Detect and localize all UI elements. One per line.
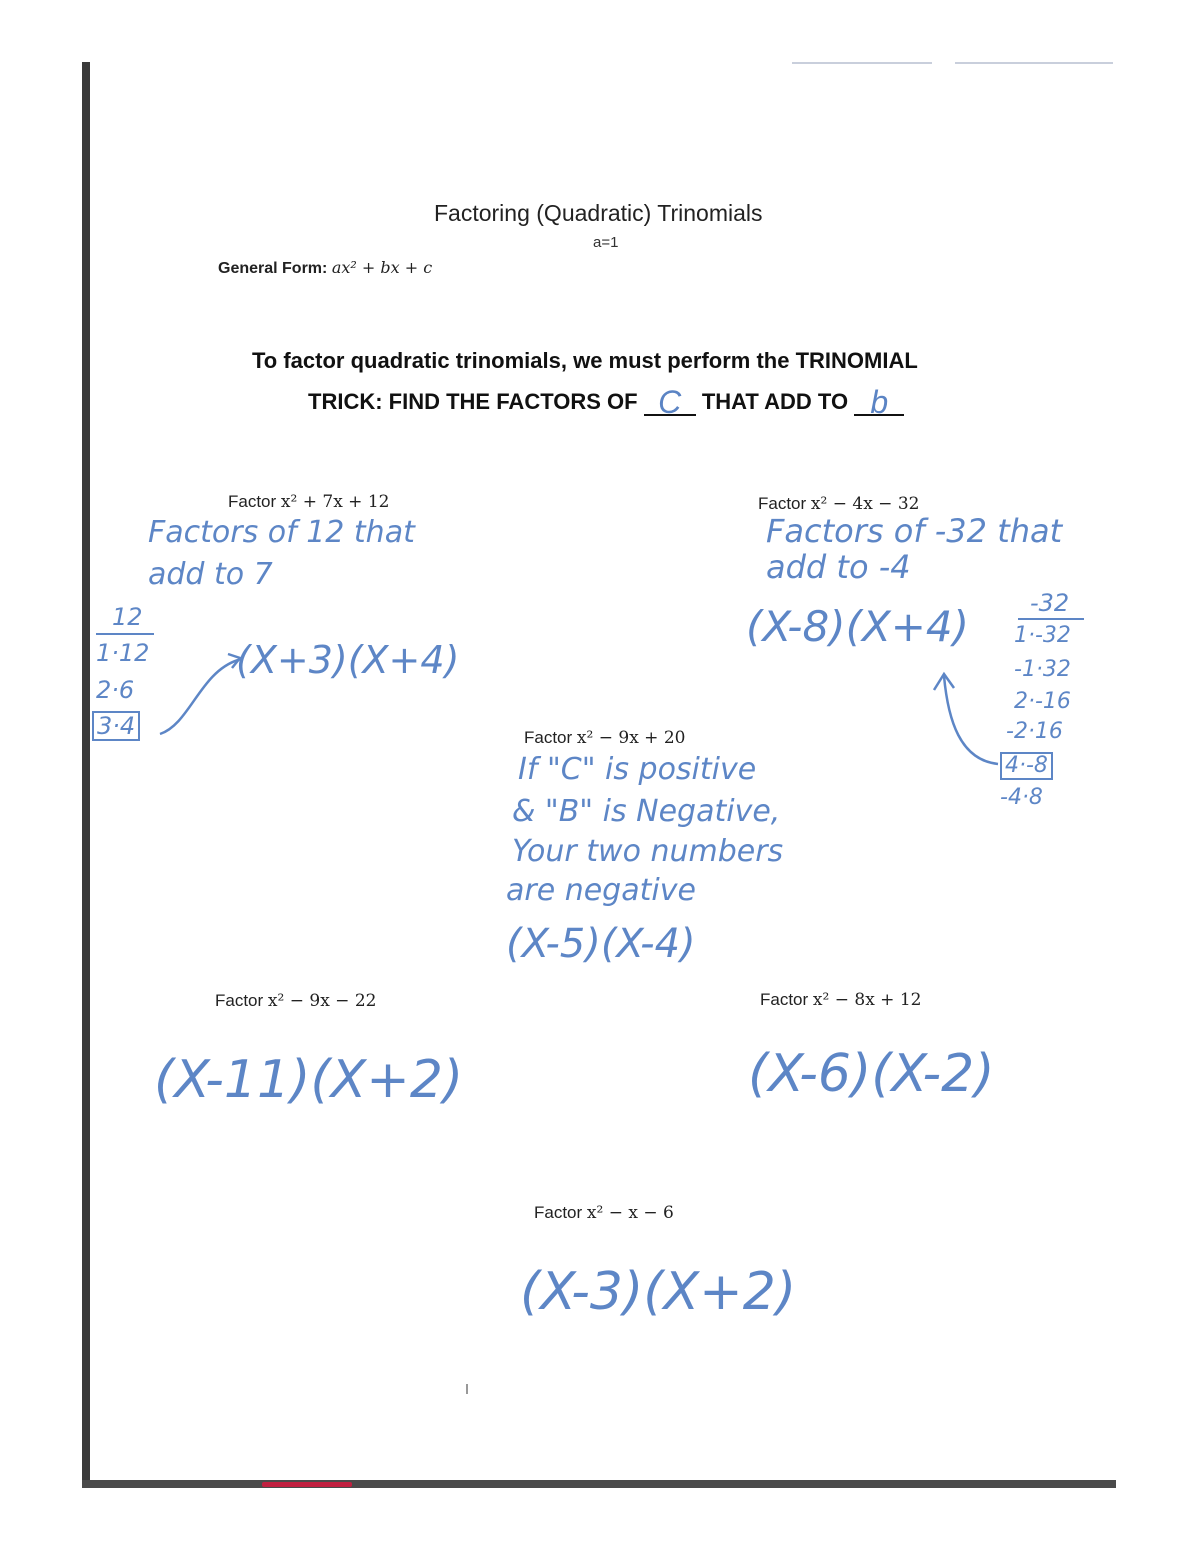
p1-answer: (X+3)(X+4) <box>236 638 460 682</box>
p3-note-line: are negative <box>506 873 696 908</box>
p2-factor: -4·8 <box>1000 785 1043 810</box>
general-form-label: General Form: <box>218 260 328 277</box>
p6-answer: (X-3)(X+2) <box>520 1262 797 1322</box>
p2-factor: -2·16 <box>1006 719 1063 744</box>
problem-expression: x² − 4x − 32 <box>810 494 920 514</box>
p3-answer: (X-5)(X-4) <box>506 921 696 967</box>
problem-label: Factor <box>534 1203 583 1222</box>
problem-label: Factor <box>228 492 277 511</box>
p3-note-line: If "C" is positive <box>518 752 757 787</box>
p1-factor-selected: 3·4 <box>92 711 140 741</box>
p3-note-line: Your two numbers <box>512 834 784 869</box>
general-form-expression: ax² + bx + c <box>331 258 433 277</box>
p1-note-line-1: Factors of 12 that <box>148 515 415 550</box>
problem-label: Factor <box>215 991 264 1010</box>
p2-factor: -1·32 <box>1014 657 1071 682</box>
p2-note-line-2: add to -4 <box>766 548 911 586</box>
p2-factor-header: -32 <box>1030 589 1070 617</box>
p1-note-line-2: add to 7 <box>148 557 273 592</box>
p4-answer: (X-11)(X+2) <box>154 1050 464 1110</box>
problem-label: Factor <box>758 494 807 513</box>
rule-blank-b-answer: b <box>870 384 889 420</box>
page-title: Factoring (Quadratic) Trinomials <box>434 200 763 226</box>
p2-arrow <box>944 676 998 764</box>
p1-factor-header: 12 <box>112 603 143 631</box>
p1-factor: 2·6 <box>96 676 135 704</box>
p1-arrow <box>160 660 238 734</box>
rule-blank-c-answer: C <box>658 384 682 420</box>
p2-note-line-1: Factors of -32 that <box>766 512 1063 550</box>
p3-note-line: & "B" is Negative, <box>512 794 781 829</box>
problem-expression: x² − x − 6 <box>586 1203 674 1223</box>
rule-text-a: TRICK: FIND THE FACTORS OF <box>308 389 638 414</box>
problem-expression: x² − 9x + 20 <box>576 728 686 748</box>
problem-expression: x² − 8x + 12 <box>812 990 922 1010</box>
p5-answer: (X-6)(X-2) <box>748 1044 995 1104</box>
rule-text-b: THAT ADD TO <box>701 389 849 414</box>
problem-expression: x² + 7x + 12 <box>280 492 390 512</box>
p1-factor: 1·12 <box>96 639 150 667</box>
rule-line-1: To factor quadratic trinomials, we must perform the TRINOMIAL <box>252 348 918 373</box>
problem-label: Factor <box>524 728 573 747</box>
p2-factor: 2·-16 <box>1014 689 1071 714</box>
problem-expression: x² − 9x − 22 <box>267 991 377 1011</box>
page-subtitle: a=1 <box>593 234 619 251</box>
p2-factor: 1·-32 <box>1014 623 1071 648</box>
p2-answer: (X-8)(X+4) <box>746 602 970 651</box>
p2-factor-selected: 4·-8 <box>1000 752 1053 780</box>
problem-label: Factor <box>760 990 809 1009</box>
